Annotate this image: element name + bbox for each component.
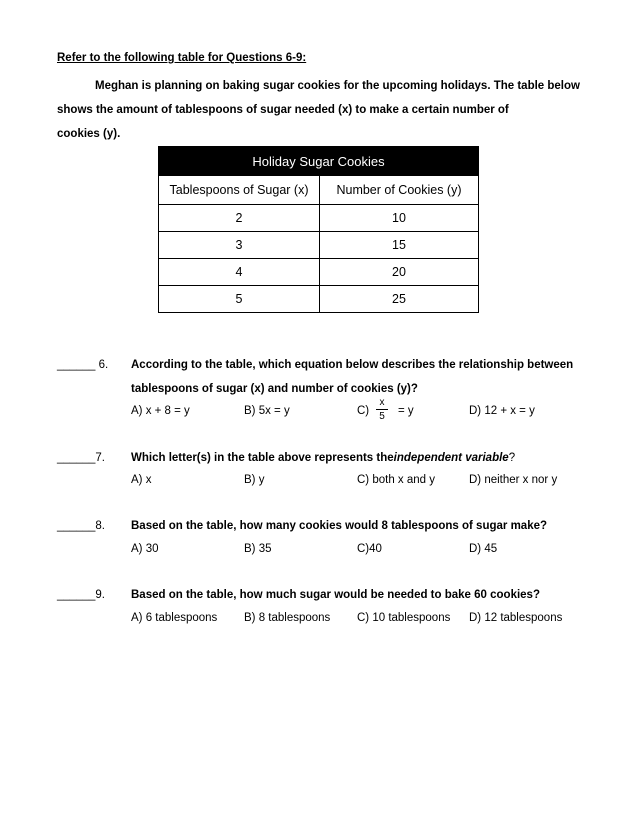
intro-text-line-1: Meghan is planning on baking sugar cookies for the upcoming holidays. The table below <box>95 80 580 92</box>
intro-text-line-2: shows the amount of tablespoons of sugar needed (x) to make a certain number of <box>57 104 509 116</box>
fraction-x-over-5 <box>376 397 388 422</box>
intro-text-line-3: cookies (y). <box>57 128 121 140</box>
table-row <box>159 286 479 313</box>
cell-x: 5 <box>159 286 320 313</box>
option-d: D) 12 tablespoons <box>469 612 563 624</box>
cookie-table <box>158 146 479 313</box>
question-6-text-line-2: tablespoons of sugar (x) and number of cookies (y)? <box>131 383 418 395</box>
option-b: B) 5x = y <box>244 405 290 417</box>
fraction-numerator: x <box>379 397 385 408</box>
question-7-text <box>131 452 515 464</box>
table-title: Holiday Sugar Cookies <box>159 147 479 176</box>
option-b: B) 8 tablespoons <box>244 612 331 624</box>
cell-x: 2 <box>159 205 320 232</box>
option-c-suffix: = y <box>398 405 414 417</box>
option-a: A) x + 8 = y <box>131 405 190 417</box>
cell-x: 3 <box>159 232 320 259</box>
cell-x: 4 <box>159 259 320 286</box>
option-c: C) 10 tablespoons <box>357 612 451 624</box>
cell-y: 15 <box>320 232 479 259</box>
question-7-text-post: ? <box>508 452 516 464</box>
option-a: A) 30 <box>131 543 159 555</box>
answer-blank-7[interactable]: ______7. <box>57 452 105 464</box>
question-7-text-emphasis: independent variable <box>393 452 509 464</box>
cell-y: 10 <box>320 205 479 232</box>
question-9-text: Based on the table, how much sugar would be needed to bake 60 cookies? <box>131 589 540 601</box>
question-7-text-pre: Which letter(s) in the table above represents the <box>131 452 394 464</box>
option-a: A) x <box>131 474 152 486</box>
answer-blank-9[interactable]: ______9. <box>57 589 105 601</box>
column-header-y: Number of Cookies (y) <box>320 176 479 205</box>
option-a: A) 6 tablespoons <box>131 612 218 624</box>
answer-blank-8[interactable]: ______8. <box>57 520 105 532</box>
option-d: D) 12 + x = y <box>469 405 535 417</box>
question-8-text: Based on the table, how many cookies would 8 tablespoons of sugar make? <box>131 520 548 532</box>
fraction-denominator: 5 <box>379 411 385 422</box>
instructions-heading: Refer to the following table for Questions 6-9: <box>57 52 307 64</box>
option-b: B) 35 <box>244 543 272 555</box>
fraction-bar <box>376 409 388 410</box>
option-c: C) both x and y <box>357 474 435 486</box>
cell-y: 20 <box>320 259 479 286</box>
option-c-prefix: C) <box>357 405 370 417</box>
table-row <box>159 205 479 232</box>
option-b: B) y <box>244 474 265 486</box>
table-row <box>159 259 479 286</box>
column-header-x: Tablespoons of Sugar (x) <box>159 176 320 205</box>
question-6-text-line-1: According to the table, which equation below describes the relationship between <box>131 359 574 371</box>
answer-blank-6[interactable]: ______ 6. <box>57 359 109 371</box>
option-c: C)40 <box>357 543 382 555</box>
option-d: D) neither x nor y <box>469 474 558 486</box>
option-d: D) 45 <box>469 543 498 555</box>
table-row <box>159 232 479 259</box>
cell-y: 25 <box>320 286 479 313</box>
